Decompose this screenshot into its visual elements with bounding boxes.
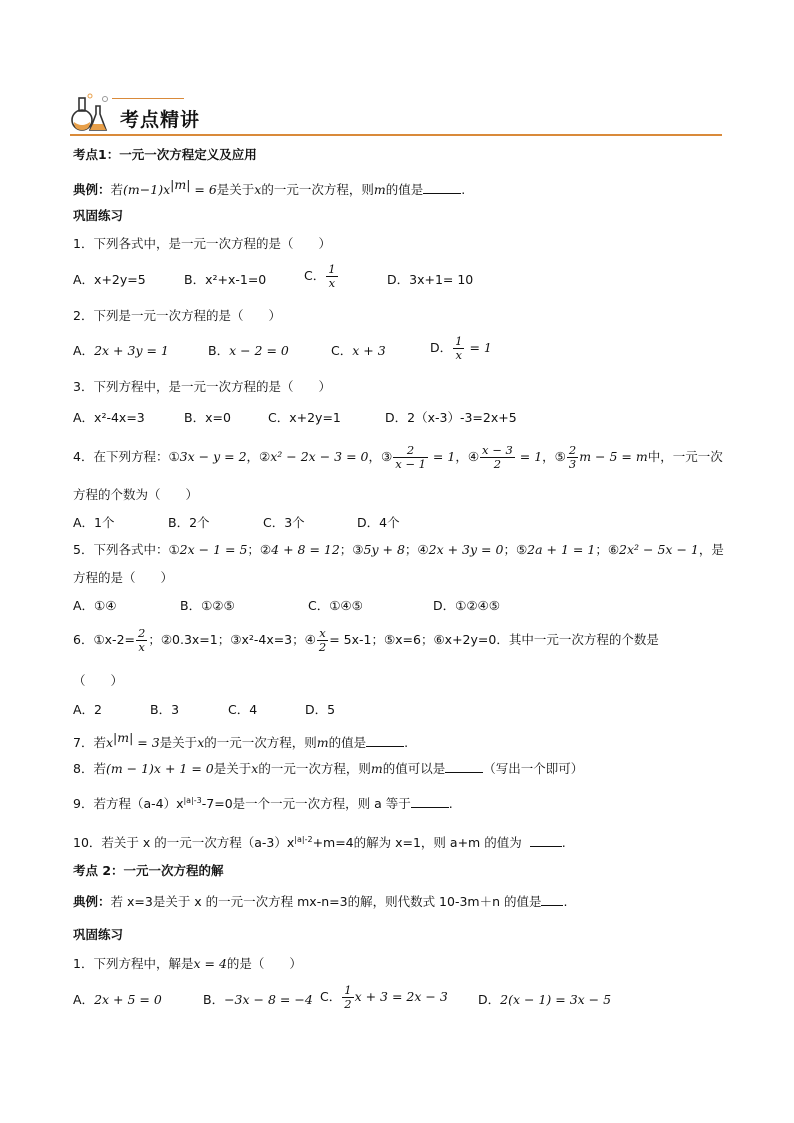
q4-option-b[interactable]: B．2个 xyxy=(168,515,210,530)
answer-blank[interactable] xyxy=(530,834,562,847)
exponent: |a|-3 xyxy=(183,796,202,805)
fraction xyxy=(326,263,337,290)
q6-option-b[interactable]: B．3 xyxy=(150,702,180,717)
math: m xyxy=(370,761,383,776)
fraction xyxy=(393,444,428,471)
q2-option-b[interactable] xyxy=(208,342,289,360)
q4-option-d[interactable]: D．4个 xyxy=(357,515,400,530)
math: 2a + 1 = 1 xyxy=(527,542,596,557)
text: 9．若方程（a-4）x xyxy=(73,796,184,812)
math: 2x + 3y = 1 xyxy=(94,343,169,358)
fraction xyxy=(480,444,515,471)
math: = 1 xyxy=(515,449,543,464)
question-9-stem xyxy=(73,792,453,813)
numerator: 2 xyxy=(568,443,577,457)
math: 2x² − 5x − 1 xyxy=(619,542,699,557)
text: 的一元一次方程，则 xyxy=(258,761,371,776)
question-2-stem: 2．下列是一元一次方程的是（ ） xyxy=(73,308,281,323)
math: x xyxy=(197,735,205,751)
example-label: 典例： xyxy=(73,894,111,909)
exponent: |m| xyxy=(170,177,191,192)
option-label: C． xyxy=(304,268,326,283)
t2q1-option-d[interactable] xyxy=(478,991,611,1009)
question-6-line2: （ ） xyxy=(73,673,124,688)
denominator: 3 xyxy=(568,457,577,471)
q3-option-b[interactable]: B．x=0 xyxy=(184,410,231,425)
text: 若 x=3是关于 x 的一元一次方程 mx-n=3的解，则代数式 10-3m＋n 的值是 xyxy=(110,894,542,909)
fraction xyxy=(317,627,328,654)
exponent: |m| xyxy=(113,730,134,745)
text: 中，一元一次 xyxy=(647,449,723,464)
answer-blank[interactable] xyxy=(445,760,483,773)
math: −3x − 8 = −4 xyxy=(224,992,313,1007)
topic1-title: 考点1：一元一次方程定义及应用 xyxy=(73,147,257,162)
math: x + 3 xyxy=(352,343,386,358)
text: 4．在下列方程：① xyxy=(73,449,180,464)
fraction xyxy=(342,984,353,1011)
q1-option-c[interactable] xyxy=(304,263,339,290)
q6-option-c[interactable]: C．4 xyxy=(228,702,258,717)
text: ，② xyxy=(246,449,271,464)
exponent: |a|-2 xyxy=(294,835,313,844)
question-5-line2: 方程的是（ ） xyxy=(73,570,174,585)
q3-option-d[interactable]: D．2（x-3）-3=2x+5 xyxy=(385,410,517,425)
text: 5．下列各式中：① xyxy=(73,542,180,557)
denominator: x − 1 xyxy=(395,457,426,471)
t2q1-option-a[interactable] xyxy=(73,991,162,1009)
text: ，③ xyxy=(368,449,393,464)
fraction xyxy=(567,444,578,471)
fraction xyxy=(453,335,464,362)
lab-flask-icon xyxy=(70,92,114,134)
text: 是关于 xyxy=(216,182,255,198)
text: 的一元一次方程，则 xyxy=(261,182,374,198)
section-header xyxy=(70,92,722,138)
math: (m−1)x xyxy=(123,182,171,198)
topic2-question-1-stem xyxy=(73,955,302,973)
numerator: 1 xyxy=(455,334,463,348)
math: 2x + 5 = 0 xyxy=(94,992,162,1007)
text: 的值可以是 xyxy=(382,761,446,776)
answer-blank[interactable] xyxy=(411,795,449,808)
text: . xyxy=(448,796,453,812)
math: 4 + 8 = 12 xyxy=(271,542,340,557)
math: (m − 1)x + 1 = 0 xyxy=(105,761,214,776)
question-7-stem xyxy=(73,729,408,752)
text: （写出一个即可） xyxy=(483,761,584,776)
header-divider xyxy=(70,134,722,136)
text: ；② xyxy=(247,542,272,557)
text: 的值是 xyxy=(385,182,424,198)
math: x xyxy=(105,735,114,751)
answer-blank[interactable] xyxy=(541,893,563,906)
q6-option-d[interactable]: D．5 xyxy=(305,702,336,717)
text: ；④ xyxy=(404,542,429,557)
text: 6．①x-2= xyxy=(73,632,135,647)
question-4-stem xyxy=(73,444,723,471)
option-label: D． xyxy=(430,340,453,355)
numerator: x − 3 xyxy=(482,443,513,457)
text: ，④ xyxy=(455,449,480,464)
q5-option-a[interactable]: A．①④ xyxy=(73,598,117,613)
denominator: x xyxy=(138,640,145,654)
topic2-example xyxy=(73,893,567,911)
text: 是关于 xyxy=(213,761,252,776)
page-title: 考点精讲 xyxy=(120,109,201,131)
question-4-line2: 方程的个数为（ ） xyxy=(73,487,199,502)
text: 10．若关于 x 的一元一次方程（a-3）x xyxy=(73,835,295,851)
math: m xyxy=(373,182,386,198)
text: ，⑤ xyxy=(542,449,566,464)
question-1-stem: 1．下列各式中，是一元一次方程的是（ ） xyxy=(73,236,331,251)
numerator: 1 xyxy=(328,262,336,276)
answer-blank[interactable] xyxy=(366,734,404,747)
q5-option-d[interactable]: D．①②④⑤ xyxy=(433,598,500,613)
text: ；③ xyxy=(339,542,364,557)
text: 的是（ ） xyxy=(226,956,302,971)
q1-option-b[interactable]: B．x²+x-1=0 xyxy=(184,272,267,287)
option-label: A． xyxy=(73,343,95,358)
math: = 6 xyxy=(190,182,217,198)
question-5-stem xyxy=(73,541,724,559)
topic1-example xyxy=(73,176,465,199)
math: 2(x − 1) = 3x − 5 xyxy=(500,992,612,1007)
math: m − 5 = m xyxy=(579,449,648,464)
denominator: 2 xyxy=(493,457,502,471)
topic2-title: 考点 2：一元一次方程的解 xyxy=(73,863,224,878)
math: = 1 xyxy=(465,340,492,355)
text: 7．若 xyxy=(73,735,106,751)
text: 1．下列方程中，解是 xyxy=(73,956,194,971)
q2-option-c[interactable] xyxy=(331,342,386,360)
denominator: x xyxy=(455,348,463,362)
numerator: x xyxy=(317,627,328,641)
math: 2x + 3y = 0 xyxy=(428,542,504,557)
text: 的值是 xyxy=(328,735,367,751)
denominator: x xyxy=(328,276,336,290)
option-label: C． xyxy=(320,989,342,1004)
text: ；②0.3x=1；③x²-4x=3；④ xyxy=(148,632,316,647)
text: 8．若 xyxy=(73,761,106,776)
text: ；⑤ xyxy=(503,542,528,557)
question-3-stem: 3．下列方程中，是一元一次方程的是（ ） xyxy=(73,379,331,394)
math: x + 3 = 2x − 3 xyxy=(354,989,448,1004)
text: -7=0是一个一元一次方程，则 a 等于 xyxy=(201,796,411,812)
math: x xyxy=(254,182,262,198)
q6-option-a[interactable]: A．2 xyxy=(73,702,103,717)
text: ；⑥ xyxy=(595,542,620,557)
math: x xyxy=(251,761,259,776)
math: m xyxy=(316,735,329,751)
q2-option-a[interactable] xyxy=(73,342,169,360)
text: . xyxy=(561,835,566,851)
text: . xyxy=(563,894,568,909)
q2-option-d[interactable] xyxy=(430,335,492,362)
q4-option-a[interactable]: A．1个 xyxy=(73,515,115,530)
option-label: C． xyxy=(331,343,353,358)
question-10-stem xyxy=(73,831,566,852)
q3-option-c[interactable]: C．x+2y=1 xyxy=(268,410,341,425)
math: x = 4 xyxy=(193,956,227,971)
q3-option-a[interactable]: A．x²-4x=3 xyxy=(73,410,145,425)
denominator: 2 xyxy=(318,640,327,654)
q5-option-c[interactable]: C．①④⑤ xyxy=(308,598,363,613)
q1-option-d[interactable]: D．3x+1= 10 xyxy=(387,272,474,287)
math: 3x − y = 2 xyxy=(179,449,247,464)
text: 若 xyxy=(110,182,124,198)
q5-option-b[interactable]: B．①②⑤ xyxy=(180,598,235,613)
option-label: D． xyxy=(478,992,501,1007)
text: = 5x-1；⑤x=6；⑥x+2y=0．其中一元一次方程的个数是 xyxy=(329,632,659,647)
t2q1-option-c[interactable] xyxy=(320,984,448,1011)
text: . xyxy=(461,182,466,198)
q1-option-a[interactable]: A．x+2y=5 xyxy=(73,272,146,287)
practice-label: 巩固练习 xyxy=(73,208,124,223)
math: = 1 xyxy=(428,449,456,464)
text: 的一元一次方程，则 xyxy=(204,735,317,751)
text: +m=4的解为 x=1，则 a+m 的值为 xyxy=(312,835,522,851)
math: 5y + 8 xyxy=(363,542,405,557)
question-6-stem xyxy=(73,627,659,654)
math: x² − 2x − 3 = 0 xyxy=(270,449,369,464)
numerator: 2 xyxy=(138,626,146,640)
option-label: B． xyxy=(203,992,225,1007)
math: = 3 xyxy=(133,735,160,751)
text: . xyxy=(404,735,409,751)
numerator: 1 xyxy=(344,983,352,997)
option-label: A． xyxy=(73,992,95,1007)
math: x − 2 = 0 xyxy=(229,343,289,358)
fraction xyxy=(136,627,147,654)
answer-blank[interactable] xyxy=(423,181,461,194)
practice-label-2: 巩固练习 xyxy=(73,927,124,942)
denominator: 2 xyxy=(344,997,352,1011)
header-accent-line xyxy=(112,98,184,99)
math: 2x − 1 = 5 xyxy=(179,542,248,557)
t2q1-option-b[interactable] xyxy=(203,991,313,1009)
q4-option-c[interactable]: C．3个 xyxy=(263,515,305,530)
text: 是关于 xyxy=(159,735,198,751)
example-label: 典例： xyxy=(73,182,111,198)
option-label: B． xyxy=(208,343,230,358)
text: ，是 xyxy=(698,542,724,557)
numerator: 2 xyxy=(393,444,428,458)
question-8-stem xyxy=(73,760,583,778)
